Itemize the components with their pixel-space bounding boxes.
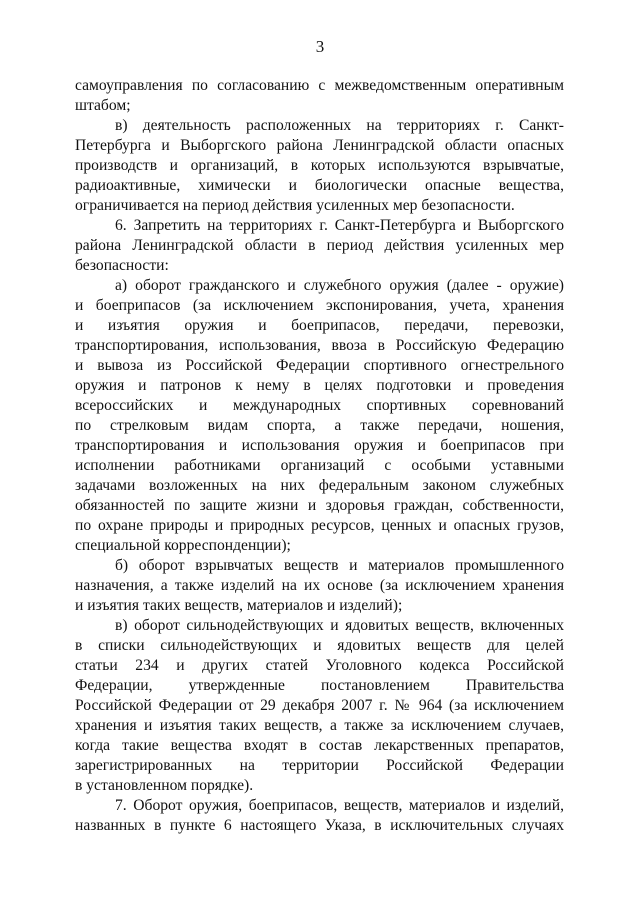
paragraph	[75, 276, 564, 556]
text-line: специальной корреспонденции);	[75, 537, 291, 554]
text-line: безопасности:	[75, 257, 169, 274]
paragraph	[75, 616, 564, 796]
text-line: 7. Оборот оружия, боеприпасов, веществ, материалов и изделий,	[115, 797, 564, 814]
paragraph	[75, 796, 564, 836]
text-line: и изъятия оружия и боеприпасов, передачи, перевозки,	[75, 317, 564, 334]
paragraph	[75, 556, 564, 616]
document-body	[75, 76, 564, 836]
text-line: транспортирования, использования, ввоза в Российскую Федерацию	[75, 337, 564, 354]
text-line: названных в пункте 6 настоящего Указа, в исключительных случаях	[75, 817, 564, 834]
text-line: Петербурга и Выборгского района Ленинградской области опасных	[75, 137, 564, 154]
text-line: исполнении работниками организаций с особыми уставными	[75, 457, 564, 474]
text-line: радиоактивные, химически и биологически опасные вещества,	[75, 177, 564, 194]
text-line: обязанностей по защите жизни и здоровья граждан, собственности,	[75, 497, 564, 514]
text-line: 6. Запретить на территориях г. Санкт-Петербурга и Выборгского	[115, 217, 564, 234]
text-line: самоуправления по согласованию с межведомственным оперативным	[75, 77, 564, 94]
text-line: всероссийских и международных спортивных соревнований	[75, 397, 564, 414]
text-line: в списки сильнодействующих и ядовитых веществ для целей	[75, 637, 564, 654]
text-line: в установленном порядке).	[75, 777, 254, 794]
text-line: Российской Федерации от 29 декабря 2007 г. № 964 (за исключением	[75, 697, 564, 714]
text-line: задачами возложенных на них федеральным законом служебных	[75, 477, 564, 494]
paragraph	[75, 116, 564, 216]
text-line: в) деятельность расположенных на территориях г. Санкт-	[115, 117, 564, 134]
text-line: производств и организаций, в которых используются взрывчатые,	[75, 157, 564, 174]
text-line: и вывоза из Российской Федерации спортивного огнестрельного	[75, 357, 564, 374]
paragraph	[75, 76, 564, 116]
page-number: 3	[315, 37, 325, 56]
text-line: района Ленинградской области в период действия усиленных мер	[75, 237, 564, 254]
text-line: хранения и изъятия таких веществ, а также за исключением случаев,	[75, 717, 564, 734]
text-line: транспортирования и использования оружия и боеприпасов при	[75, 437, 564, 454]
text-line: Федерации, утвержденные постановлением Правительства	[75, 677, 564, 694]
text-line: зарегистрированных на территории Российской Федерации	[75, 757, 564, 774]
text-line: оружия и патронов к нему в целях подготовки и проведения	[75, 377, 564, 394]
text-line: по охране природы и природных ресурсов, ценных и опасных грузов,	[75, 517, 564, 534]
text-line: штабом;	[75, 97, 131, 114]
text-line: и изъятия таких веществ, материалов и изделий);	[75, 597, 403, 614]
text-line: в) оборот сильнодействующих и ядовитых веществ, включенных	[115, 617, 564, 634]
text-line: и боеприпасов (за исключением экспонирования, учета, хранения	[75, 297, 564, 314]
text-line: а) оборот гражданского и служебного оружия (далее - оружие)	[115, 277, 564, 294]
text-line: назначения, а также изделий на их основе (за исключением хранения	[75, 577, 564, 594]
text-line: когда такие вещества входят в состав лекарственных препаратов,	[75, 737, 564, 754]
text-line: б) оборот взрывчатых веществ и материалов промышленного	[115, 557, 564, 574]
text-line: статьи 234 и других статей Уголовного кодекса Российской	[75, 657, 564, 674]
text-line: по стрелковым видам спорта, а также передачи, ношения,	[75, 417, 564, 434]
paragraph	[75, 216, 564, 276]
text-line: ограничивается на период действия усиленных мер безопасности.	[75, 197, 515, 214]
